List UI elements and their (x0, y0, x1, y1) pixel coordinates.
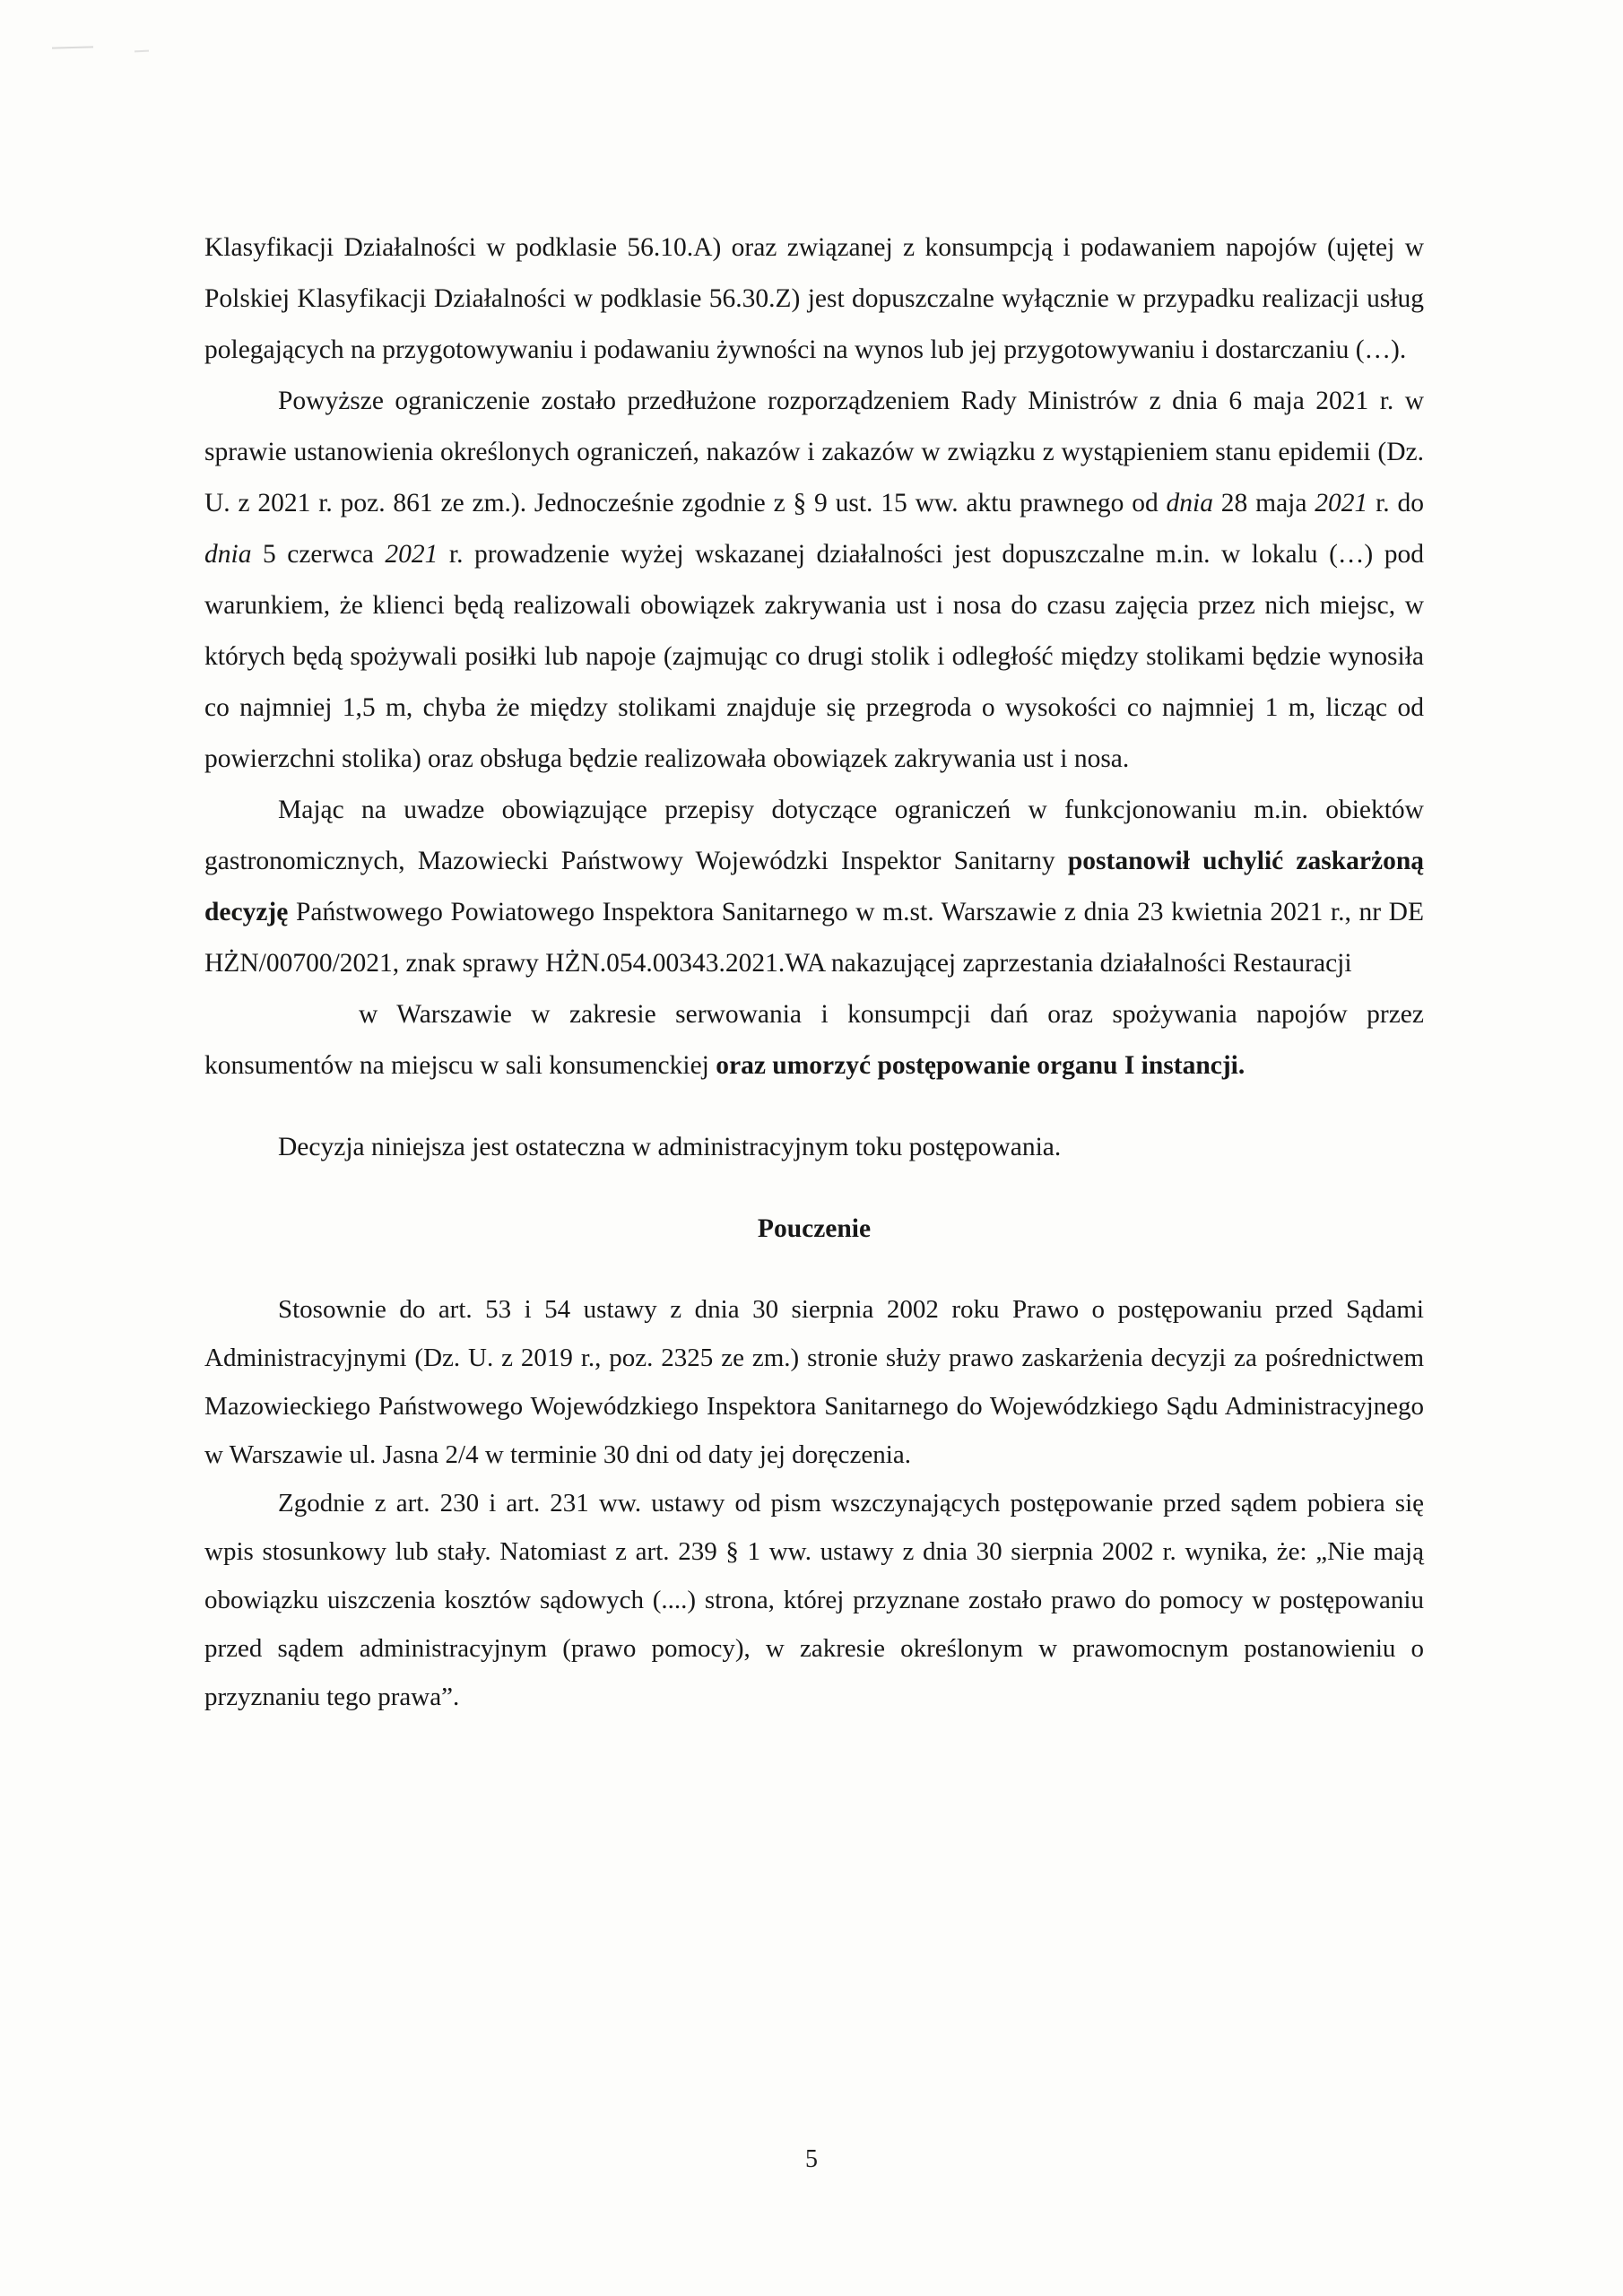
paragraph-continuation (204, 222, 1424, 376)
para2-text-d: 5 czerwca (251, 540, 386, 569)
para2-text-c: r. do (1367, 489, 1424, 517)
paragraph-decision-ruling (204, 785, 1424, 989)
spacer-before-heading (204, 1173, 1424, 1204)
section-heading-text: Pouczenie (757, 1214, 872, 1243)
para2-italic-year-2: 2021 (385, 540, 438, 569)
para2-italic-year-1: 2021 (1315, 489, 1368, 517)
para2-italic-dnia-2: dnia (204, 540, 252, 569)
para2-text-a: Powyższe ograniczenie zostało przedłużone rozporządzeniem Rady Ministrów z dnia 6 maja 2021 r. w sprawie ustanowienia określonych ograniczeń, nakazów i zakazów w związku z wystąpieniem stanu epidemii (Dz. U. z 2021 r. poz. 861 ze zm.). Jednocześnie zgodnie z § 9 ust. 15 ww. aktu prawnego od (204, 387, 1424, 517)
paragraph-scope-of-decision (204, 989, 1424, 1091)
spacer-after-heading (204, 1255, 1424, 1285)
para5-text: Decyzja niniejsza jest ostateczna w administracyjnym toku postępowania. (278, 1133, 1062, 1161)
page-number-text: 5 (805, 2145, 818, 2173)
para2-text-e: r. prowadzenie wyżej wskazanej działalności jest dopuszczalne m.in. w lokalu (…) pod warunkiem, że klienci będą realizowali obowiązek zakrywania ust i nosa do czasu zajęcia przez nich miejsc, w których będą spożywali posiłki lub napoje (zajmując co drugi stolik i odległość między stolikami będzie wynosiła co najmniej 1,5 m, chyba że między stolikami znajduje się przegroda o wysokości co najmniej 1 m, licząc od powierzchni stolika) oraz obsługa będzie realizowała obowiązek zakrywania ust i nosa. (204, 540, 1424, 773)
scan-artifact-secondary-icon (135, 50, 149, 53)
section-heading-pouczenie (204, 1204, 1424, 1255)
para2-italic-dnia-1: dnia (1166, 489, 1213, 517)
para4-bold-discontinue: oraz umorzyć postępowanie organu I instancji. (716, 1051, 1245, 1080)
para2-text-b: 28 maja (1212, 489, 1315, 517)
document-body (204, 222, 1424, 1721)
spacer-after-ruling (204, 1091, 1424, 1122)
para3-text-a: Mając na uwadze obowiązujące przepisy dotyczące ograniczeń w funkcjonowaniu m.in. obiektów gastronomicznych, Mazowiecki Państwowy Wojewódzki Inspektor Sanitarny (204, 796, 1424, 875)
para3-bold-ruling: postanowił uchylić zaskarżoną decyzję (204, 847, 1424, 926)
scan-artifact-icon (52, 46, 93, 48)
para3-text-b: Państwowego Powiatowego Inspektora Sanitarnego w m.st. Warszawie z dnia 23 kwietnia 2021 r., nr DE HŻN/00700/2021, znak sprawy HŻN.054.00343.2021.WA nakazującej zaprzestania działalności Restauracji (204, 898, 1424, 978)
paragraph-continuation-text: Klasyfikacji Działalności w podklasie 56.10.A) oraz związanej z konsumpcją i podawaniem napojów (ujętej w Polskiej Klasyfikacji Działalności w podklasie 56.30.Z) jest dopuszczalne wyłącznie w przypadku realizacji usług polegających na przygotowywaniu i podawaniu żywności na wynos lub jej przygotowywaniu i dostarczaniu (…). (204, 233, 1424, 364)
paragraph-appeal-rights (204, 1285, 1424, 1479)
paragraph-final-decision (204, 1122, 1424, 1173)
paragraph-court-fees (204, 1479, 1424, 1721)
para7-text: Zgodnie z art. 230 i art. 231 ww. ustawy od pism wszczynających postępowanie przed sądem pobiera się wpis stosunkowy lub stały. Natomiast z art. 239 § 1 ww. ustawy z dnia 30 sierpnia 2002 r. wynika, że: „Nie mają obowiązku uiszczenia kosztów sądowych (....) strona, której przyznane zostało prawo do pomocy w postępowaniu przed sądem administracyjnym (prawo pomocy), w zakresie określonym w prawomocnym postanowieniu o przyznaniu tego prawa”. (204, 1489, 1424, 1711)
para4-text-a: w Warszawie w zakresie serwowania i konsumpcji dań oraz spożywania napojów przez konsumentów na miejscu w sali konsumenckiej (204, 1000, 1424, 1080)
pouczenie-block (204, 1285, 1424, 1721)
para6-text: Stosownie do art. 53 i 54 ustawy z dnia 30 sierpnia 2002 roku Prawo o postępowaniu przed Sądami Administracyjnymi (Dz. U. z 2019 r., poz. 2325 ze zm.) stronie służy prawo zaskarżenia decyzji za pośrednictwem Mazowieckiego Państwowego Wojewódzkiego Inspektora Sanitarnego do Wojewódzkiego Sądu Administracyjnego w Warszawie ul. Jasna 2/4 w terminie 30 dni od daty jej doręczenia. (204, 1295, 1424, 1469)
page-number (0, 2145, 1623, 2174)
paragraph-extension-of-restriction (204, 376, 1424, 785)
